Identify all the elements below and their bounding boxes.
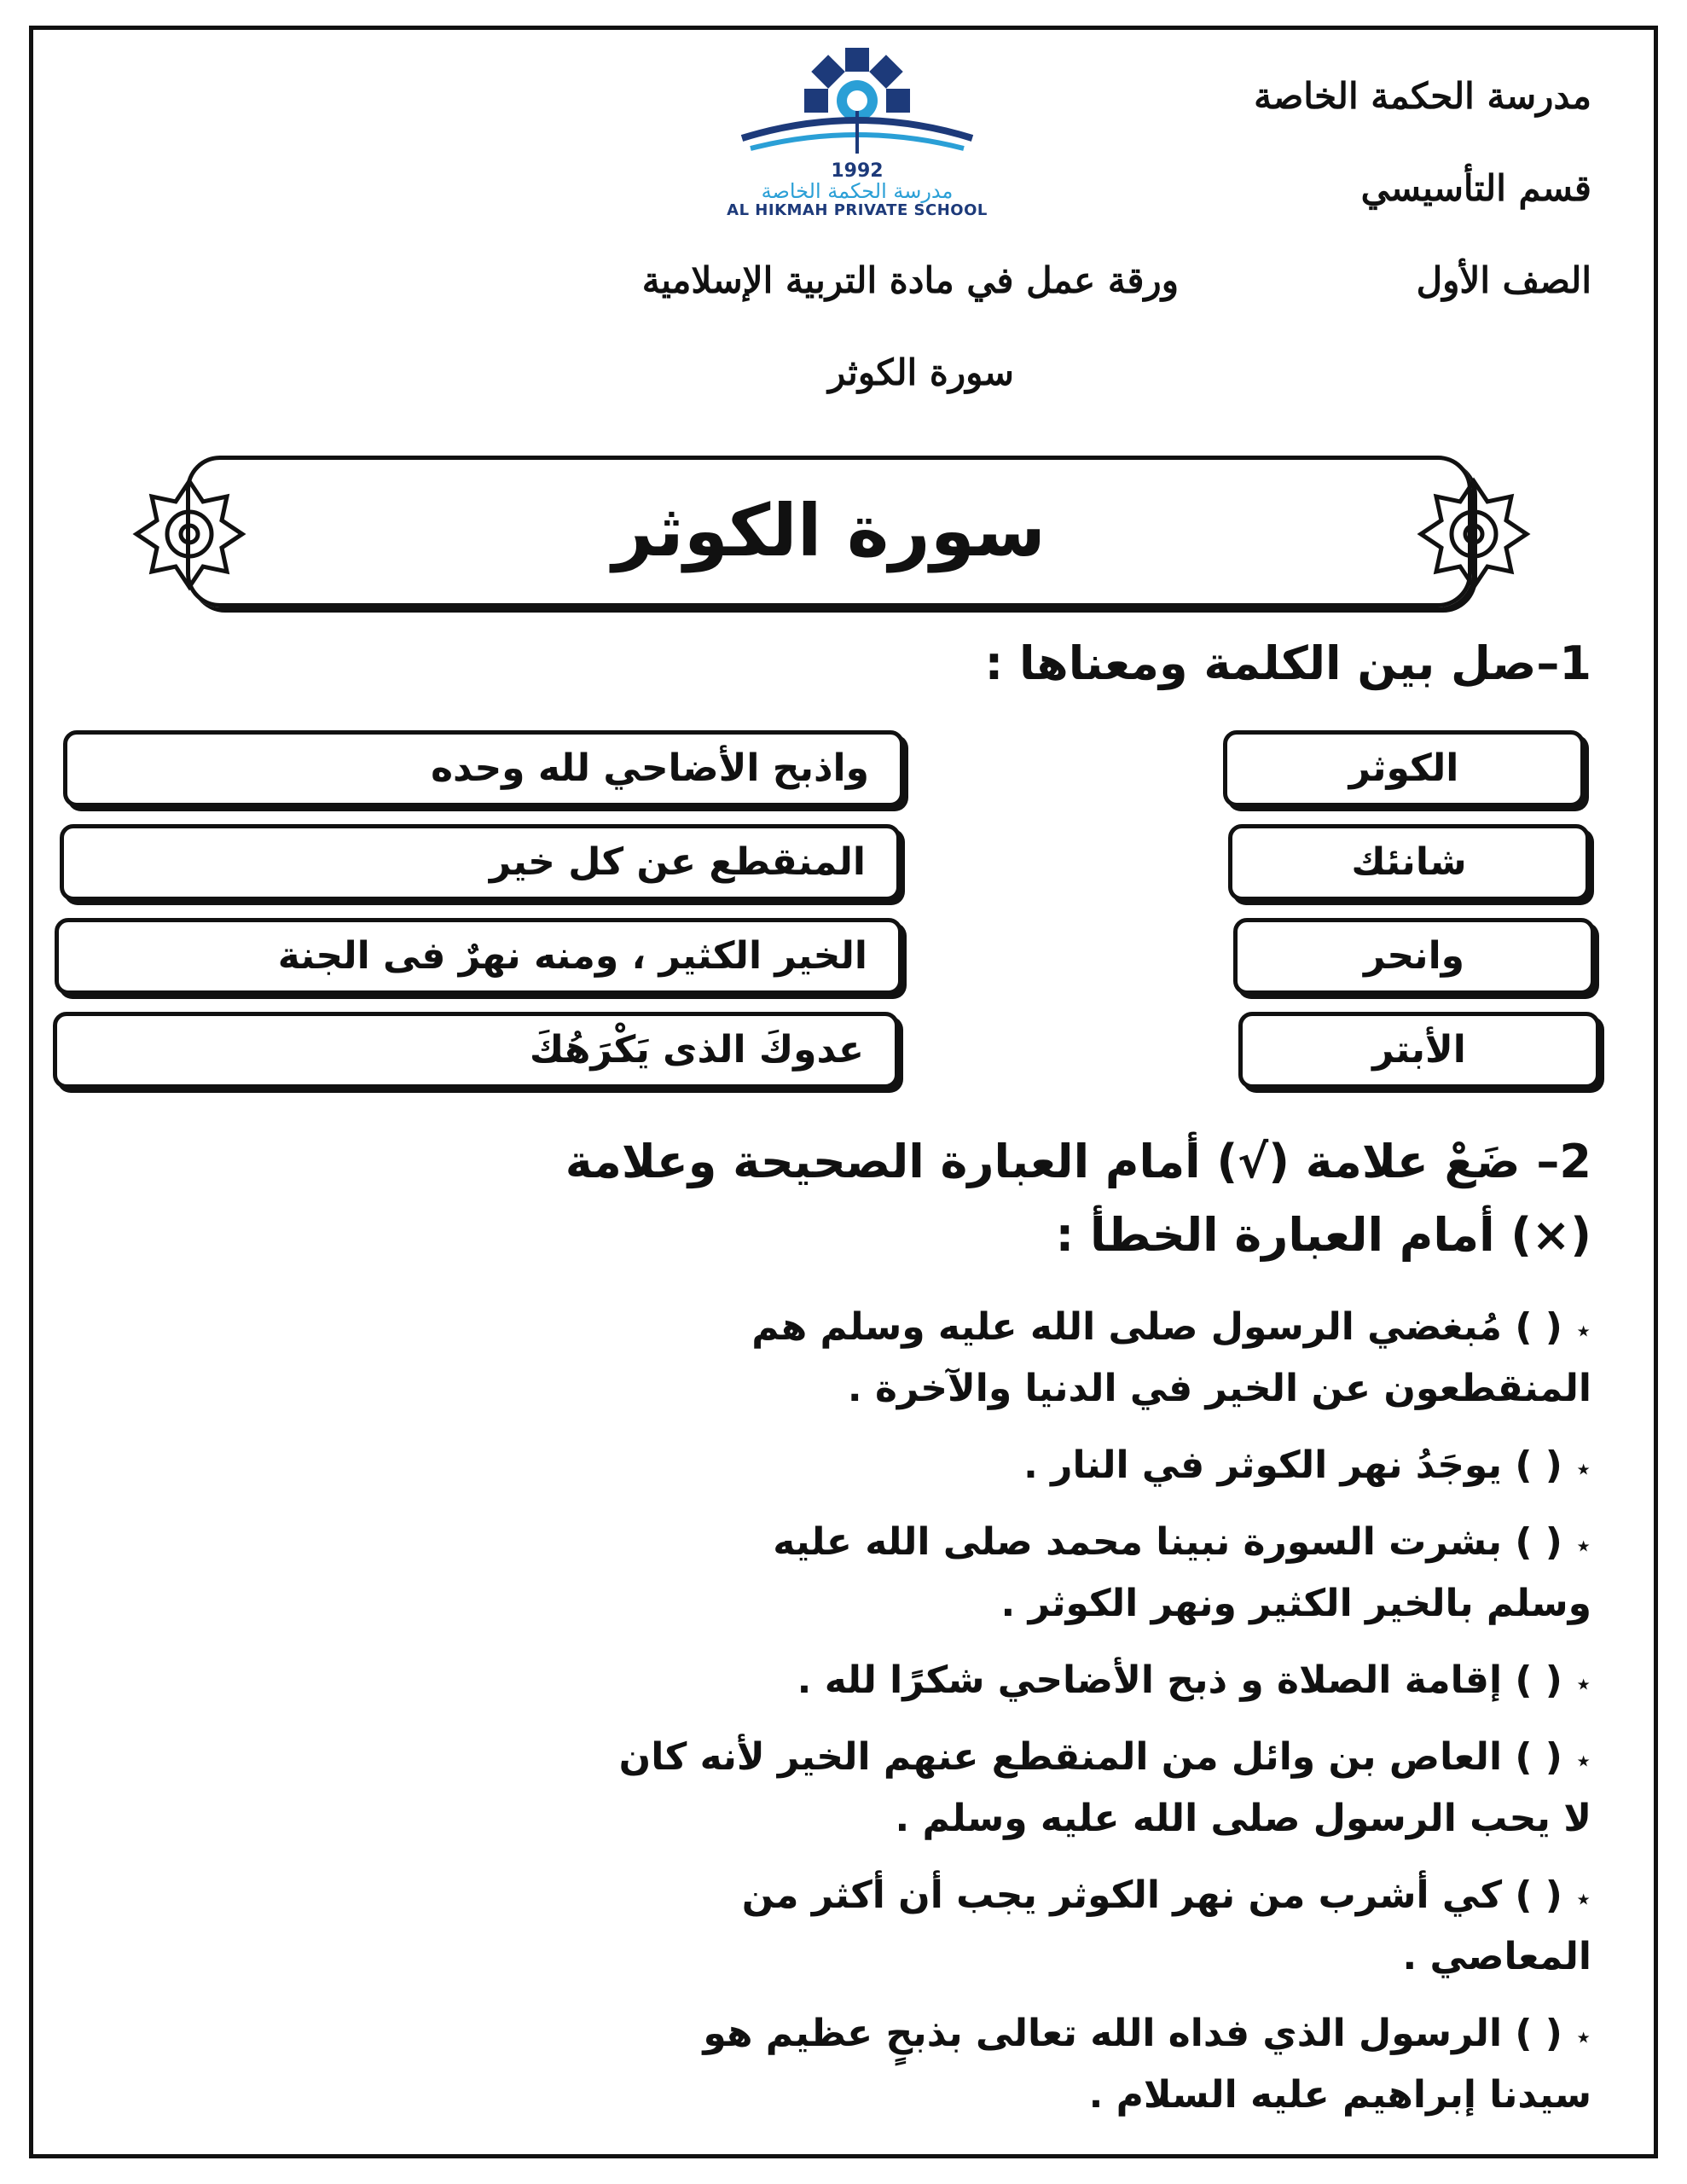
statement-line: المنقطعون عن الخير في الدنيا والآخرة . xyxy=(847,1367,1591,1410)
statement-text: ( ) إقامة الصلاة و ذبح الأضاحي شكرًا لله . xyxy=(797,1658,1562,1702)
word-box[interactable]: شانئك xyxy=(1228,824,1590,901)
word-box[interactable]: الأبتر xyxy=(1238,1012,1600,1089)
statement-line xyxy=(773,1520,1591,1564)
statement-line xyxy=(797,1658,1591,1702)
statement-line: المعاصي . xyxy=(1402,1935,1591,1978)
question-1-heading: 1–صل بين الكلمة ومعناها : xyxy=(984,636,1591,690)
banner-title: سورة الكوثر xyxy=(612,489,1046,572)
star-bullet-icon: ⋆ xyxy=(1575,1885,1591,1914)
statement-text: ( ) الرسول الذي فداه الله تعالى بذبحٍ عظيم هو xyxy=(703,2012,1562,2055)
lesson-title: سورة الكوثر xyxy=(827,351,1015,393)
star-bullet-icon: ⋆ xyxy=(1575,1455,1591,1484)
school-logo xyxy=(716,43,998,222)
statement-line xyxy=(619,1735,1591,1779)
word-box[interactable]: الكوثر xyxy=(1223,730,1585,807)
meaning-box[interactable]: عدوكَ الذى يَكْرَهُكَ xyxy=(53,1012,899,1089)
star-bullet-icon: ⋆ xyxy=(1575,2023,1591,2053)
logo-emblem-icon xyxy=(716,43,998,162)
meaning-box[interactable]: الخير الكثير ، ومنه نهرٌ فى الجنة xyxy=(55,918,902,995)
worksheet-title: ورقة عمل في مادة التربية الإسلامية xyxy=(641,259,1179,301)
star-bullet-icon: ⋆ xyxy=(1575,1316,1591,1346)
grade: الصف الأول xyxy=(1416,259,1591,301)
word-box[interactable]: وانحر xyxy=(1233,918,1595,995)
statement-text: ( ) العاص بن وائل من المنقطع عنهم الخير لأنه كان xyxy=(618,1735,1562,1779)
statement-line: وسلم بالخير الكثير ونهر الكوثر . xyxy=(1000,1582,1591,1625)
star-bullet-icon: ⋆ xyxy=(1575,1531,1591,1561)
statement-text: ( ) كي أشرب من نهر الكوثر يجب أن أكثر من xyxy=(741,1873,1562,1917)
statement-text: ( ) يوجَدُ نهر الكوثر في النار . xyxy=(1023,1443,1562,1487)
star-bullet-icon: ⋆ xyxy=(1575,1670,1591,1699)
statement-line xyxy=(751,1305,1591,1349)
statement-text: ( ) بشرت السورة نبينا محمد صلى الله عليه xyxy=(773,1520,1562,1564)
statement-line: سيدنا إبراهيم عليه السلام . xyxy=(1088,2073,1591,2117)
statement-line xyxy=(703,2012,1591,2055)
department: قسم التأسيسي xyxy=(1360,167,1591,209)
question-2-heading-continued: (×) أمام العبارة الخطأ : xyxy=(1055,1208,1591,1262)
statement-line: لا يحب الرسول صلى الله عليه وسلم . xyxy=(895,1797,1591,1840)
statement-line xyxy=(742,1873,1591,1917)
surah-banner xyxy=(186,456,1472,607)
statement-text: ( ) مُبغضي الرسول صلى الله عليه وسلم هم xyxy=(751,1305,1562,1349)
question-2-heading: 2– ضَعْ علامة (√) أمام العبارة الصحيحة وعلامة xyxy=(565,1135,1591,1188)
star-bullet-icon: ⋆ xyxy=(1575,1746,1591,1776)
logo-year: 1992 xyxy=(831,160,884,182)
logo-name-english: AL HIKMAH PRIVATE SCHOOL xyxy=(727,201,988,219)
meaning-box[interactable]: واذبح الأضاحي لله وحده xyxy=(63,730,904,807)
meaning-box[interactable]: المنقطع عن كل خير xyxy=(60,824,901,901)
school-name: مدرسة الحكمة الخاصة xyxy=(1254,75,1591,117)
statement-line xyxy=(1023,1443,1591,1487)
logo-name-arabic: مدرسة الحكمة الخاصة xyxy=(761,179,954,203)
